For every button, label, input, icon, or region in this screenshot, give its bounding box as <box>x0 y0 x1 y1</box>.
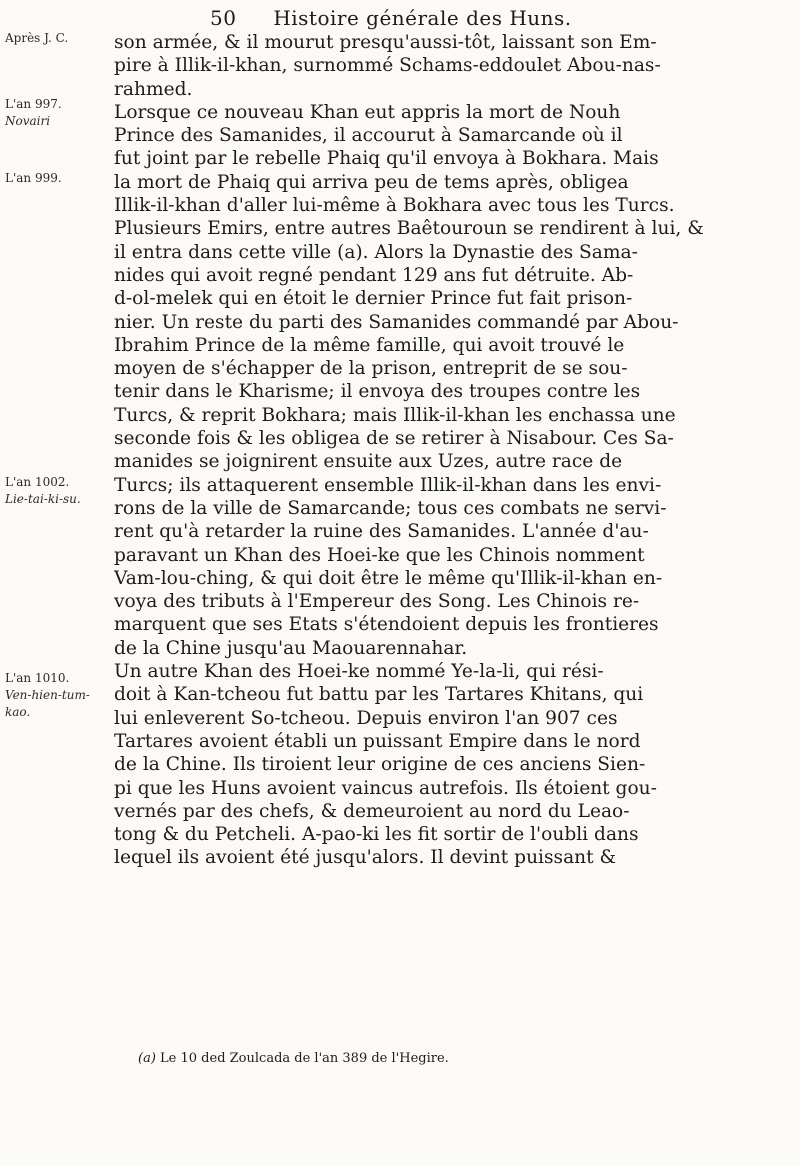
text-line: nier. Un reste du parti des Samanides commandé par Abou- <box>114 311 679 333</box>
text-line: seconde fois & les obligea de se retirer à Nisabour. Ces Sa- <box>114 428 674 450</box>
text-line: Tartares avoient établi un puissant Empire dans le nord <box>114 730 641 752</box>
margin-note-source: Novairi <box>5 114 51 128</box>
page-number: 50 <box>210 6 237 30</box>
text-line: voya des tributs à l'Empereur des Song. Les Chinois re- <box>114 591 640 613</box>
text-line: lui enleverent So-tcheou. Depuis environ l'an 907 ces <box>114 707 618 729</box>
text-line: de la Chine jusqu'au Maouarennahar. <box>114 637 468 659</box>
text-line: rahmed. <box>114 78 193 100</box>
text-line: de la Chine. Ils tiroient leur origine de ces anciens Sien- <box>114 754 646 776</box>
text-line: lequel ils avoient été jusqu'alors. Il devint puissant & <box>114 847 617 869</box>
text-line: tenir dans le Kharisme; il envoya des troupes contre les <box>114 381 641 403</box>
text-line: paravant un Khan des Hoei-ke que les Chinois nomment <box>114 544 645 566</box>
text-line: il entra dans cette ville (a). Alors la Dynastie des Sama- <box>114 241 638 263</box>
text-line: Vam-lou-ching, & qui doit être le même qu'Illik-il-khan en- <box>114 567 663 589</box>
text-line: tong & du Petcheli. A-pao-ki les fit sortir de l'oubli dans <box>114 824 639 846</box>
text-line: pire à Illik-il-khan, surnommé Schams-eddoulet Abou-nas- <box>114 55 661 77</box>
margin-note-999 <box>5 170 91 187</box>
text-line: son armée, & il mourut presqu'aussi-tôt, laissant son Em- <box>114 32 657 53</box>
margin-note-1010 <box>5 670 91 721</box>
text-line: la mort de Phaiq qui arriva peu de tems après, obligea <box>114 171 629 193</box>
text-line: Turcs; ils attaquerent ensemble Illik-il-khan dans les envi- <box>114 474 662 496</box>
footnote-mark: (a) <box>138 1051 156 1066</box>
margin-note-source: Lie-tai-ki-su. <box>5 492 81 506</box>
text-line: fut joint par le rebelle Phaiq qu'il envoya à Bokhara. Mais <box>114 148 659 170</box>
footnote <box>138 1051 449 1066</box>
text-line: doit à Kan-tcheou fut battu par les Tartares Khitans, qui <box>114 684 644 706</box>
footnote-text: Le 10 ded Zoulcada de l'an 389 de l'Hegire. <box>160 1051 449 1066</box>
margin-note-source: Ven-hien-tum-kao. <box>5 688 90 719</box>
margin-note-label: Après J. C. <box>5 31 69 45</box>
text-line: Illik-il-khan d'aller lui-même à Bokhara avec tous les Turcs. <box>114 195 675 217</box>
margin-note-label: L'an 999. <box>5 171 62 185</box>
main-text <box>114 31 794 870</box>
margin-note-after-jc <box>5 30 91 47</box>
margin-note-label: L'an 1002. <box>5 475 70 489</box>
text-line: Turcs, & reprit Bokhara; mais Illik-il-khan les enchassa une <box>114 404 676 426</box>
text-line: vernés par des chefs, & demeuroient au nord du Leao- <box>114 800 630 822</box>
text-line: marquent que ses Etats s'étendoient depuis les frontieres <box>114 614 659 636</box>
text-line: rons de la ville de Samarcande; tous ces combats ne servi- <box>114 497 667 519</box>
margin-note-label: L'an 1010. <box>5 671 70 685</box>
margin-note-label: L'an 997. <box>5 97 62 111</box>
margin-note-997 <box>5 96 91 130</box>
text-line: moyen de s'échapper de la prison, entreprit de se sou- <box>114 358 628 380</box>
text-line: rent qu'à retarder la ruine des Samanides. L'année d'au- <box>114 521 649 543</box>
text-line: Un autre Khan des Hoei-ke nommé Ye-la-li, qui rési- <box>114 661 604 683</box>
text-line: Ibrahim Prince de la même famille, qui avoit trouvé le <box>114 334 625 356</box>
text-line: pi que les Huns avoient vaincus autrefois. Ils étoient gou- <box>114 777 657 799</box>
margin-note-1002 <box>5 474 91 508</box>
text-line: manides se joignirent ensuite aux Uzes, autre race de <box>114 451 623 473</box>
running-title: Histoire générale des Huns. <box>273 6 572 30</box>
text-line: Lorsque ce nouveau Khan eut appris la mort de Nouh <box>114 101 621 123</box>
running-header <box>210 6 572 30</box>
text-line: nides qui avoit regné pendant 129 ans fut détruite. Ab- <box>114 264 634 286</box>
text-line: d-ol-melek qui en étoit le dernier Prince fut fait prison- <box>114 288 633 310</box>
text-line: Plusieurs Emirs, entre autres Baêtouroun se rendirent à lui, & <box>114 218 704 240</box>
text-line: Prince des Samanides, il accourut à Samarcande où il <box>114 125 623 147</box>
